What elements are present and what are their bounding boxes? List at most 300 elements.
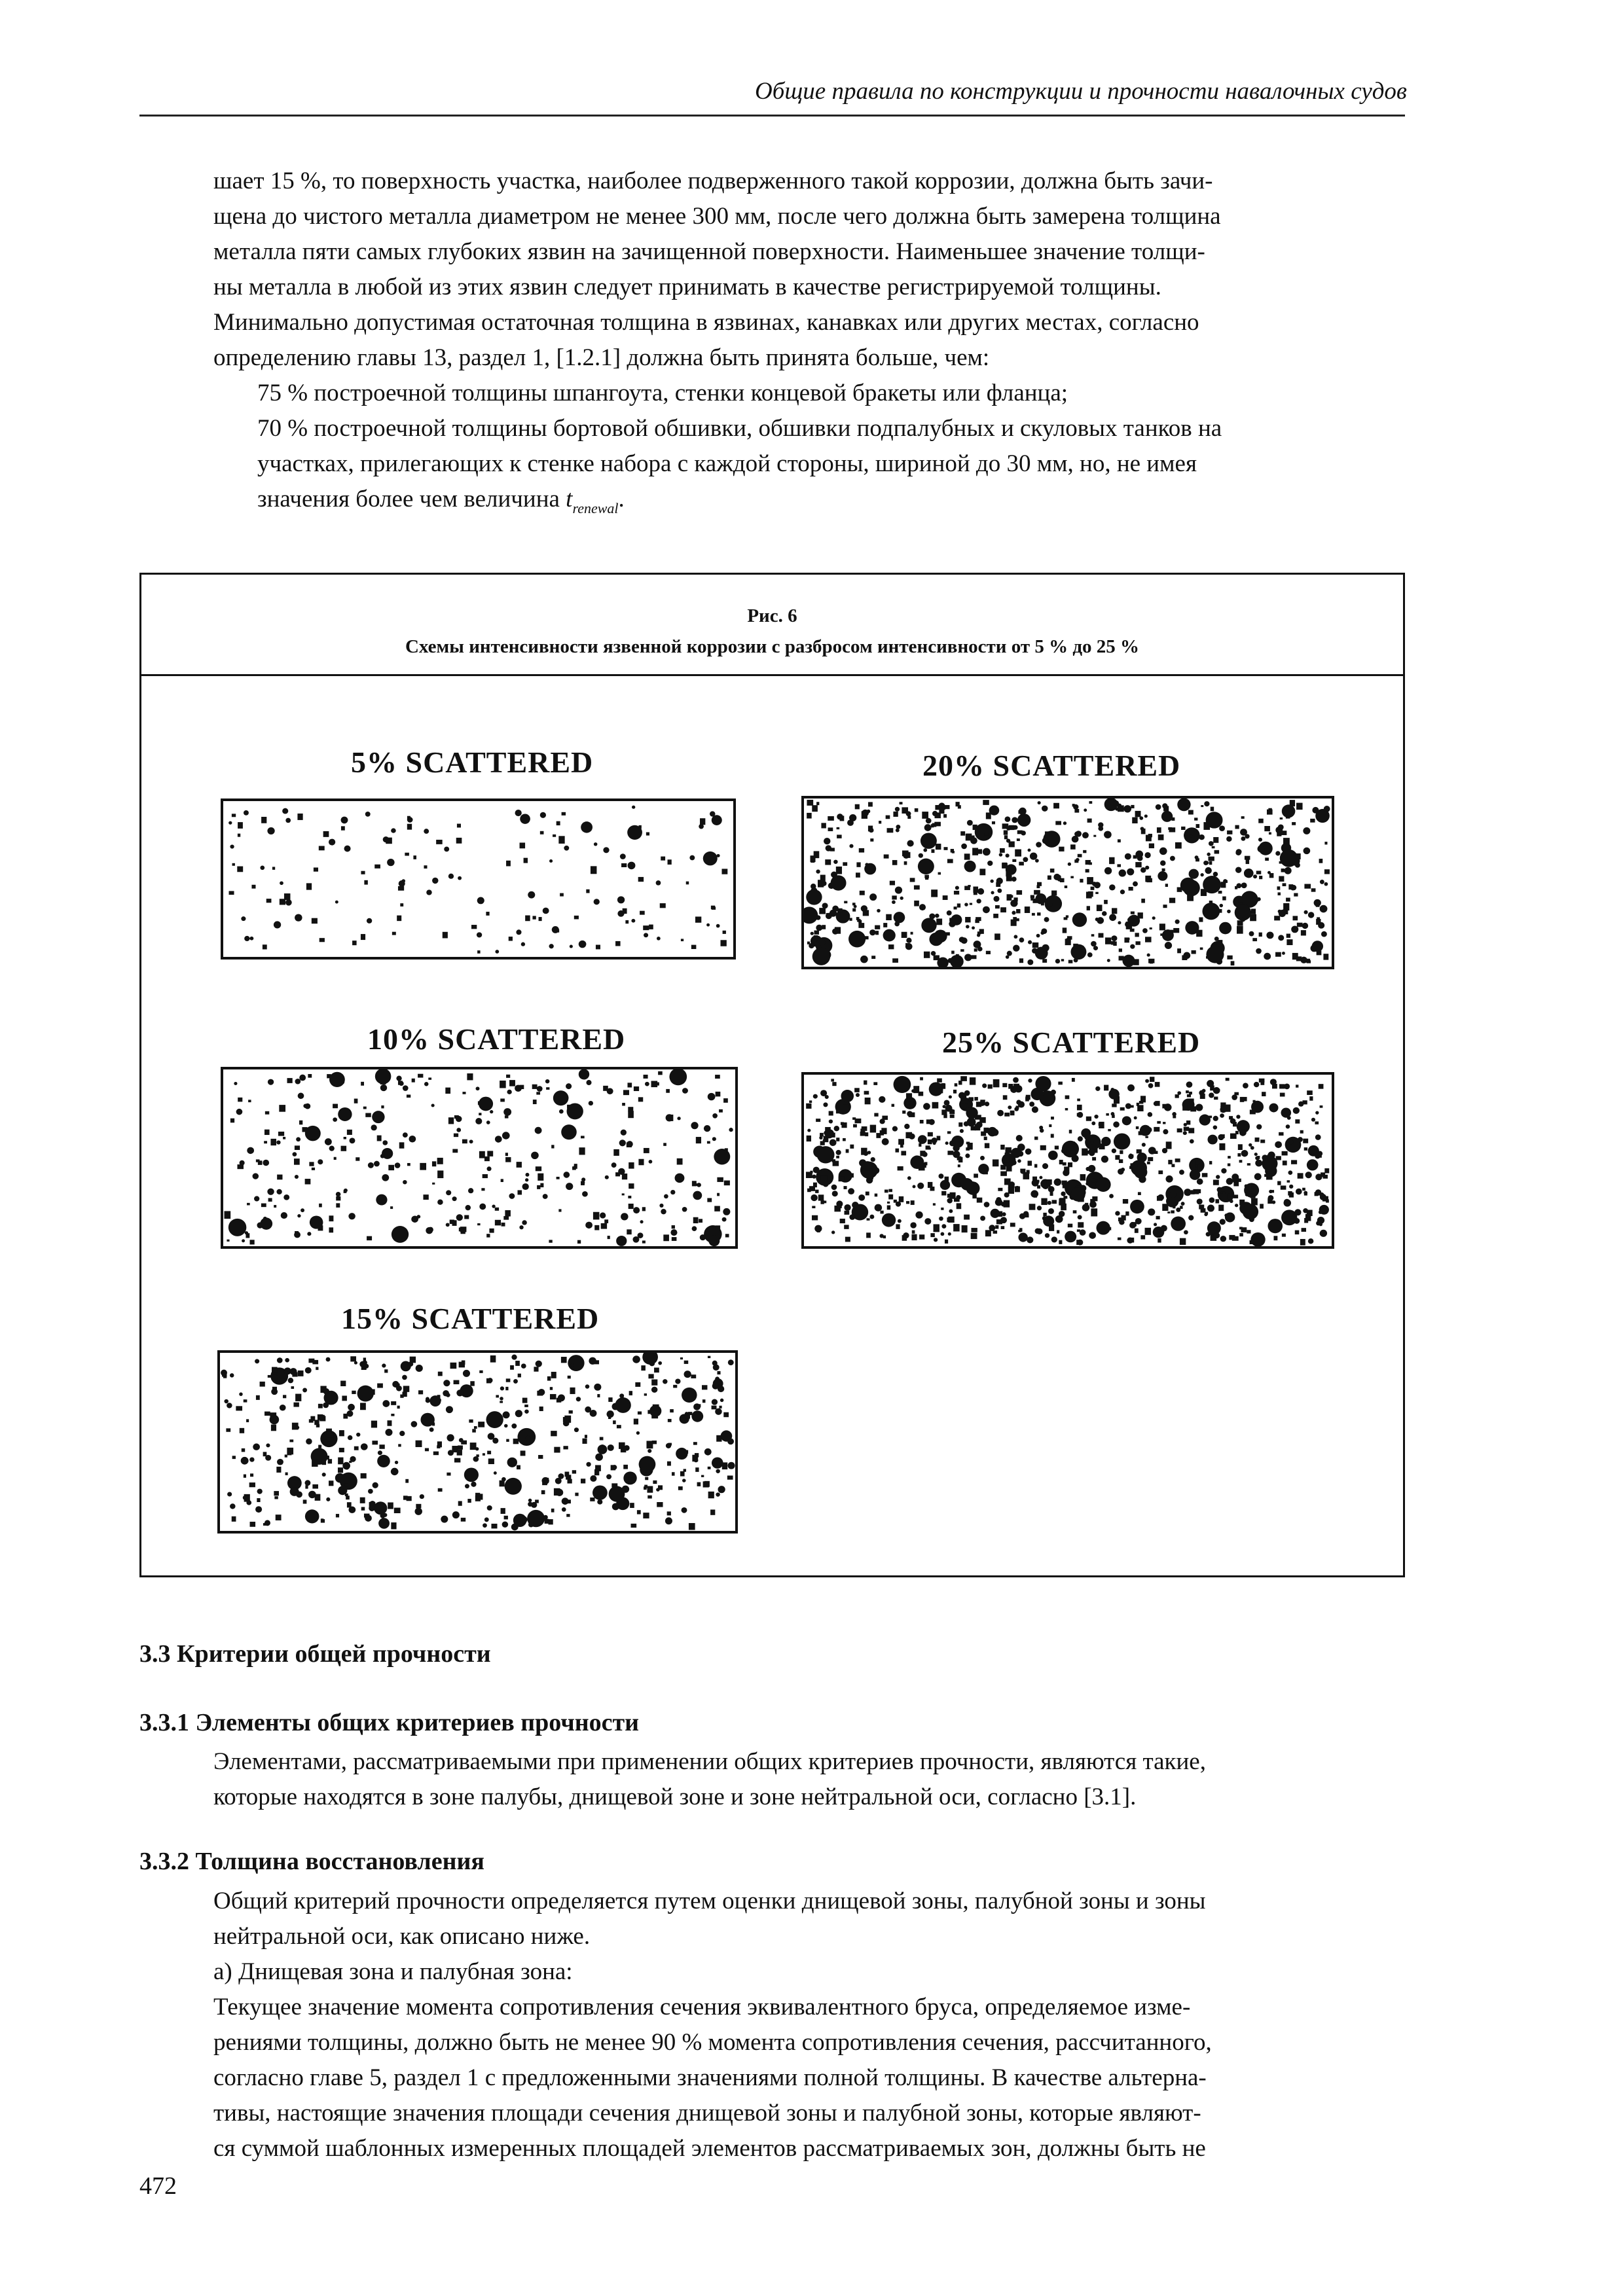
pit-mark: [1252, 938, 1257, 941]
pit-mark: [227, 1403, 232, 1408]
pit-mark: [1302, 1188, 1305, 1191]
pit-mark: [656, 880, 661, 886]
pit-mark: [1017, 1159, 1021, 1162]
pit-mark: [712, 1399, 718, 1405]
pit-mark: [479, 1371, 483, 1373]
pit-mark: [1214, 1232, 1220, 1238]
pit-mark: [1246, 859, 1249, 864]
pit-mark: [295, 1426, 299, 1429]
pit-mark: [700, 818, 705, 825]
pit-mark: [1205, 861, 1209, 865]
pit-mark: [559, 1109, 564, 1114]
figure-title: Схемы интенсивности язвенной коррозии с разбросом интенсивности от 5 % до 25 %: [405, 636, 1140, 657]
pit-mark: [911, 932, 913, 935]
pit-mark: [1218, 891, 1222, 893]
page-number: 472: [139, 2172, 177, 2200]
pit-mark: [1000, 907, 1006, 912]
pit-mark: [716, 924, 720, 928]
pit-mark: [580, 1073, 585, 1077]
pit-mark: [716, 1469, 720, 1473]
pit-mark: [454, 1115, 459, 1119]
pit-mark: [1089, 1148, 1095, 1154]
pit-mark: [374, 1501, 387, 1515]
pit-mark: [642, 1207, 646, 1211]
intro-line: щена до чистого металла диаметром не менее 300 мм, после чего должна быть замерена толщина: [213, 203, 1221, 230]
pit-mark: [581, 1177, 585, 1181]
pit-mark: [515, 1361, 520, 1366]
pit-mark: [1068, 960, 1073, 963]
pit-mark: [293, 1403, 299, 1407]
pit-mark: [668, 859, 672, 865]
pit-mark: [1235, 867, 1242, 873]
pit-mark: [629, 1162, 634, 1169]
pit-mark: [958, 805, 961, 808]
pit-mark: [719, 1406, 721, 1408]
pit-mark: [1207, 853, 1211, 856]
pit-mark: [991, 1129, 998, 1136]
pit-mark: [603, 847, 609, 853]
pit-mark: [361, 1366, 367, 1370]
pit-mark: [495, 1220, 501, 1226]
pit-mark: [585, 1222, 593, 1229]
pit-mark: [728, 1462, 735, 1469]
pit-mark: [486, 1166, 491, 1171]
pit-mark: [666, 1114, 673, 1121]
pit-mark: [1050, 869, 1055, 872]
pit-mark: [377, 1136, 382, 1141]
pit-mark: [416, 1441, 422, 1447]
pit-mark: [947, 1217, 951, 1222]
pit-mark: [958, 1122, 962, 1127]
pit-mark: [348, 1435, 353, 1440]
pit-mark: [500, 1397, 503, 1400]
pit-mark: [224, 1211, 230, 1219]
pit-mark: [905, 943, 908, 946]
pit-mark: [991, 891, 994, 894]
pit-mark: [505, 1210, 511, 1217]
pit-mark: [1235, 825, 1239, 829]
pit-mark: [1063, 927, 1067, 933]
pit-mark: [888, 914, 891, 917]
pit-mark: [974, 890, 977, 895]
pit-mark: [521, 1363, 526, 1369]
pit-mark: [1262, 1155, 1268, 1160]
pit-mark: [345, 1483, 348, 1486]
pit-mark: [1013, 945, 1019, 952]
pit-mark: [985, 1230, 991, 1236]
pit-mark: [625, 920, 629, 924]
pit-mark: [1115, 1211, 1120, 1215]
pit-mark: [858, 920, 862, 924]
pit-mark: [1129, 1156, 1132, 1158]
pit-mark: [503, 1411, 510, 1418]
pit-mark: [561, 1357, 567, 1363]
pit-mark: [277, 1459, 283, 1465]
pit-mark: [540, 831, 544, 834]
pit-mark: [397, 1406, 400, 1409]
pit-mark: [668, 1443, 672, 1446]
pit-mark: [412, 1079, 415, 1083]
pit-mark: [1173, 1116, 1176, 1119]
pit-mark: [869, 1215, 874, 1219]
pit-mark: [848, 1188, 854, 1194]
pit-mark: [362, 1360, 367, 1365]
pit-mark: [670, 1229, 677, 1236]
pit-mark: [644, 1393, 647, 1396]
pit-mark: [1227, 910, 1231, 914]
pit-mark: [531, 1152, 539, 1159]
pit-mark: [843, 1104, 848, 1109]
pit-mark: [879, 821, 881, 823]
pit-mark: [1087, 819, 1092, 823]
pit-mark: [641, 1365, 646, 1371]
pit-mark: [823, 1139, 827, 1143]
pit-mark: [1294, 893, 1298, 897]
pit-mark: [556, 1177, 560, 1179]
pit-mark: [1068, 1224, 1072, 1228]
pit-mark: [1256, 870, 1262, 874]
pit-mark: [949, 918, 953, 922]
pit-mark: [285, 899, 292, 905]
pit-mark: [718, 1486, 725, 1493]
pit-mark: [1220, 1106, 1226, 1113]
pit-mark: [460, 1227, 467, 1232]
pit-mark: [227, 1240, 229, 1242]
pit-mark: [712, 1113, 718, 1119]
pit-mark: [1280, 1093, 1285, 1097]
pit-mark: [283, 1194, 289, 1200]
pit-mark: [371, 1421, 377, 1428]
pit-mark: [605, 1175, 609, 1179]
pit-mark: [821, 823, 826, 828]
pit-mark: [1184, 1230, 1188, 1234]
pit-mark: [1251, 1101, 1264, 1113]
pit-mark: [670, 1409, 674, 1412]
pit-mark: [490, 1110, 493, 1113]
pit-mark: [1101, 1137, 1110, 1146]
pit-mark: [708, 1356, 710, 1358]
pit-mark: [1254, 1173, 1262, 1180]
pit-mark: [509, 937, 513, 941]
pit-mark: [295, 914, 302, 922]
pit-mark: [691, 1122, 698, 1129]
section-heading-3-3: 3.3 Критерии общей прочности: [139, 1640, 491, 1668]
pit-mark: [979, 929, 984, 933]
pit-mark: [443, 1380, 450, 1386]
pit-mark: [1051, 1134, 1054, 1138]
pit-mark: [608, 1444, 614, 1451]
pit-mark: [518, 1374, 521, 1378]
pit-mark: [1279, 876, 1284, 882]
pit-mark: [895, 887, 902, 894]
pit-mark: [981, 1132, 986, 1136]
body-line: тивы, настоящие значения площади сечения днищевой зоны и палубной зоны, которые являют-: [213, 2100, 1201, 2126]
pit-mark: [576, 1397, 581, 1401]
pit-mark: [617, 910, 624, 917]
pit-mark: [1224, 880, 1228, 883]
pit-mark: [1085, 869, 1089, 872]
pit-mark: [396, 1076, 401, 1081]
pit-mark: [723, 931, 726, 934]
pit-mark: [1278, 892, 1281, 895]
pit-mark: [577, 1240, 581, 1244]
pit-mark: [1135, 1229, 1139, 1233]
pit-mark: [361, 934, 365, 940]
pit-mark: [298, 1093, 304, 1100]
pit-mark: [964, 861, 976, 872]
pit-mark: [1052, 1200, 1057, 1204]
pit-mark: [1220, 1236, 1227, 1242]
pit-mark: [706, 924, 710, 927]
pit-mark: [919, 1143, 921, 1147]
pit-mark: [833, 860, 838, 864]
pit-mark: [1214, 1096, 1218, 1100]
pit-mark: [1081, 946, 1084, 950]
pit-mark: [1139, 1206, 1143, 1210]
pit-mark: [416, 1365, 423, 1372]
pit-mark: [464, 1215, 469, 1219]
pit-mark: [895, 807, 900, 812]
pit-mark: [1250, 914, 1256, 921]
pit-mark: [458, 840, 461, 843]
pit-mark: [487, 1505, 492, 1511]
pit-mark: [1235, 850, 1241, 855]
pit-mark: [414, 1508, 422, 1515]
pit-mark: [824, 838, 830, 844]
pit-mark: [829, 817, 832, 820]
pit-mark: [995, 1225, 998, 1229]
pit-mark: [957, 1203, 962, 1209]
pit-mark: [1304, 1147, 1307, 1151]
pit-mark: [274, 921, 281, 928]
pit-mark: [244, 936, 249, 941]
pit-mark: [947, 859, 953, 863]
pit-mark: [267, 1189, 274, 1195]
pit-mark: [702, 1399, 706, 1403]
pit-mark: [260, 865, 264, 870]
pit-mark: [1099, 933, 1104, 938]
pit-mark: [346, 1496, 350, 1499]
pit-mark: [1310, 819, 1315, 823]
pitting-pattern-10: [223, 1069, 735, 1246]
pit-mark: [448, 1117, 454, 1124]
pit-mark: [953, 1090, 957, 1094]
pit-mark: [947, 910, 952, 916]
pit-mark: [1121, 1168, 1125, 1172]
pit-mark: [955, 886, 959, 889]
pit-mark: [918, 859, 934, 874]
pit-mark: [1227, 831, 1232, 834]
pit-mark: [1096, 1221, 1110, 1235]
body-line: рениями толщины, должно быть не менее 90 % момента сопротивления сечения, рассчитанного,: [213, 2029, 1212, 2056]
pit-mark: [1000, 848, 1005, 853]
pit-mark: [892, 1126, 898, 1132]
pit-mark: [1262, 1092, 1266, 1096]
pit-mark: [285, 1473, 288, 1475]
pit-mark: [338, 1467, 343, 1473]
pit-mark: [1048, 1208, 1054, 1214]
pit-mark: [594, 1225, 599, 1230]
pit-mark: [312, 1484, 318, 1489]
pit-mark: [1278, 910, 1282, 914]
pit-mark: [691, 945, 697, 949]
pit-mark: [501, 1508, 505, 1514]
pit-mark: [837, 827, 840, 829]
pit-mark: [1109, 857, 1114, 864]
pit-mark: [1042, 806, 1048, 812]
pit-mark: [513, 1379, 518, 1384]
section-heading-3-3-2: 3.3.2 Толщина восстановления: [139, 1848, 484, 1875]
pit-mark: [329, 1227, 333, 1232]
pit-mark: [473, 1456, 479, 1462]
pit-mark: [704, 1448, 712, 1456]
pit-mark: [554, 1447, 560, 1453]
pit-mark: [1186, 1121, 1190, 1125]
pit-mark: [268, 1375, 271, 1378]
pit-mark: [594, 842, 598, 846]
pit-mark: [486, 1121, 490, 1124]
pit-mark: [1037, 882, 1042, 886]
pit-mark: [1089, 801, 1092, 804]
pit-mark: [1095, 1086, 1100, 1091]
pit-mark: [298, 1371, 304, 1376]
pit-mark: [538, 1174, 543, 1181]
pit-mark: [960, 1094, 966, 1100]
pit-mark: [1162, 803, 1167, 808]
pit-mark: [615, 1397, 630, 1413]
pit-mark: [520, 1522, 522, 1525]
pit-mark: [551, 1509, 555, 1513]
pit-mark: [391, 1414, 394, 1416]
pit-mark: [487, 1451, 491, 1454]
pit-mark: [1114, 1133, 1131, 1149]
pit-mark: [360, 1403, 366, 1410]
pit-mark: [911, 1200, 915, 1205]
pit-mark: [1135, 941, 1140, 945]
pit-mark: [437, 1200, 443, 1205]
pit-mark: [823, 1102, 828, 1107]
pit-mark: [495, 1136, 502, 1142]
pit-mark: [984, 1137, 987, 1140]
pit-mark: [631, 1524, 637, 1528]
pit-mark: [657, 937, 661, 941]
pit-mark: [1029, 1102, 1034, 1107]
pit-mark: [565, 1472, 570, 1477]
pit-mark: [365, 1113, 371, 1117]
pit-mark: [1061, 1191, 1065, 1196]
intro-line: металла пяти самых глубоких язвин на зачищенной поверхности. Наименьшее значение толщи-: [213, 238, 1205, 265]
pit-mark: [596, 945, 600, 950]
pit-mark: [1184, 1189, 1191, 1196]
pit-mark: [263, 1452, 267, 1456]
pit-mark: [528, 1522, 534, 1527]
pit-mark: [949, 1095, 952, 1098]
pit-mark: [418, 1074, 423, 1078]
pit-mark: [1312, 941, 1323, 952]
pit-mark: [248, 1100, 251, 1102]
pit-mark: [593, 1212, 600, 1220]
pit-mark: [484, 1517, 489, 1522]
pit-mark: [995, 1198, 1002, 1206]
pit-mark: [305, 1367, 312, 1374]
pit-mark: [456, 1390, 463, 1396]
pit-mark: [691, 1410, 703, 1422]
pit-mark: [1047, 1179, 1052, 1185]
pit-mark: [1297, 923, 1303, 927]
pit-mark: [682, 1388, 697, 1403]
pit-mark: [1010, 900, 1017, 907]
pit-mark: [672, 1237, 677, 1241]
pit-mark: [516, 929, 521, 935]
pit-mark: [257, 1222, 263, 1228]
pit-mark: [1320, 1105, 1323, 1108]
pit-mark: [823, 1181, 829, 1187]
pit-mark: [1283, 1160, 1287, 1165]
pit-mark: [667, 1511, 671, 1515]
pit-mark: [598, 1444, 608, 1454]
pit-mark: [380, 1154, 385, 1158]
pit-mark: [1255, 1160, 1262, 1167]
pit-mark: [1159, 924, 1165, 930]
pit-mark: [1319, 1084, 1324, 1088]
pit-mark: [896, 1149, 900, 1153]
pit-mark: [1017, 831, 1023, 834]
pit-mark: [1226, 1078, 1230, 1081]
pit-mark: [1074, 831, 1080, 836]
pit-mark: [1096, 1177, 1111, 1193]
pit-mark: [1277, 886, 1281, 889]
pit-mark: [445, 1088, 450, 1094]
pit-mark: [380, 1085, 387, 1091]
pit-mark: [344, 1189, 348, 1193]
pit-mark: [283, 1395, 286, 1398]
pit-mark: [238, 834, 240, 837]
pit-mark: [232, 1516, 236, 1522]
pit-mark: [1122, 1116, 1131, 1125]
pit-mark: [392, 1381, 399, 1388]
body-line: согласно главе 5, раздел 1 с предложенными значениями полной толщины. В качестве альтерна-: [213, 2064, 1207, 2091]
pit-mark: [727, 1438, 734, 1444]
pit-mark: [887, 1206, 890, 1210]
pit-mark: [568, 1376, 571, 1379]
pit-mark: [1061, 959, 1064, 961]
pit-mark: [271, 1388, 278, 1395]
pit-mark: [249, 1482, 255, 1487]
pit-mark: [943, 1186, 946, 1189]
pit-mark: [1019, 862, 1024, 866]
pit-mark: [1250, 1194, 1256, 1198]
pit-mark: [306, 1439, 312, 1444]
pit-mark: [879, 1234, 883, 1238]
pit-mark: [1209, 841, 1214, 846]
pit-mark: [826, 913, 830, 916]
pit-mark: [807, 813, 812, 819]
pit-mark: [685, 1414, 690, 1419]
pit-mark: [658, 1361, 662, 1365]
pit-mark: [1007, 894, 1012, 901]
pit-mark: [339, 1448, 344, 1452]
pit-mark: [638, 1411, 642, 1414]
pit-mark: [517, 1162, 522, 1168]
pit-mark: [938, 872, 941, 875]
pit-mark: [1130, 1200, 1144, 1213]
pit-mark: [365, 812, 371, 817]
pit-mark: [977, 946, 983, 951]
pit-mark: [274, 1491, 279, 1496]
pit-mark: [322, 1473, 326, 1477]
pit-mark: [457, 824, 461, 828]
pit-mark: [294, 1158, 300, 1165]
